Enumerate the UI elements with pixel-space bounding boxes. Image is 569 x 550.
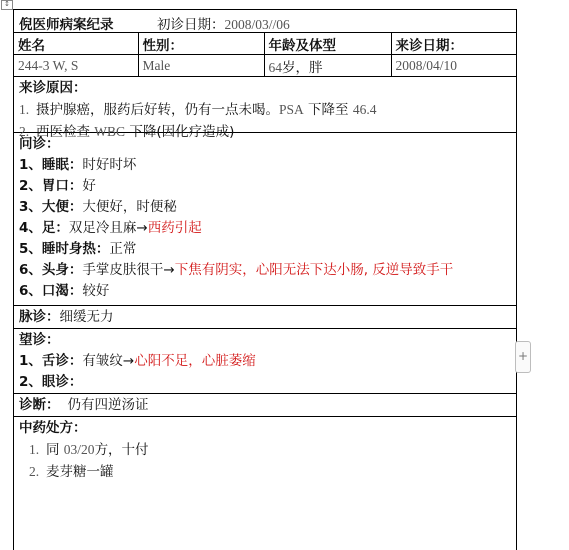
label-visit-date: 来诊日期： (391, 33, 516, 55)
reason-value: 46.4 (352, 102, 377, 117)
prescription-item (19, 461, 516, 483)
age-body: 岁，胖 (282, 59, 323, 76)
record-title: 倪医师病案纪录 (19, 17, 114, 33)
list-number: 2. (19, 124, 30, 139)
inquiry-text: 大便好，时便秘 (82, 199, 177, 215)
inspection-heading: 望诊： (19, 332, 60, 348)
inquiry-label: 4、足： (19, 220, 69, 236)
prescription-text: 方，十付 (94, 442, 149, 458)
arrow-icon: → (163, 262, 175, 278)
arrow-icon: → (136, 220, 148, 236)
label-gender: 性别： (138, 33, 264, 55)
inspection-text: 有皱纹 (82, 353, 123, 369)
first-visit (157, 13, 290, 33)
inquiry-text: 时好时坏 (82, 157, 137, 173)
reason-section (14, 77, 516, 140)
inquiry-label: 6、头身： (19, 262, 83, 278)
inquiry-item (19, 239, 516, 260)
reason-text: 西医检查 (36, 124, 95, 140)
inspection-section (14, 329, 516, 394)
pulse-section (14, 306, 516, 329)
label-age: 年龄及体型 (264, 33, 391, 55)
inspection-label: 1、舌诊： (19, 353, 83, 369)
inquiry-section (14, 133, 516, 306)
reason-text: 摄护腺癌，服药后好转，仍有一点未喝。 (36, 102, 279, 118)
label-name: 姓名 (14, 33, 138, 55)
inquiry-text: 正常 (109, 241, 137, 257)
expand-plus-button[interactable]: + (515, 341, 531, 373)
reason-text: 下降(因化疗造成) (125, 124, 235, 140)
diagnosis-line (19, 394, 516, 416)
inspection-item (19, 351, 516, 372)
info-value-row (14, 55, 516, 77)
inquiry-item (19, 218, 516, 239)
list-number: 2. (29, 464, 40, 479)
patient-gender: Male (138, 55, 264, 77)
first-visit-date: 2008/03//06 (224, 17, 290, 32)
reason-term: PSA (279, 102, 304, 117)
patient-age (264, 55, 391, 77)
record-header (14, 10, 516, 33)
prescription-date: 03/20 (63, 442, 95, 457)
reason-item (19, 99, 516, 121)
reason-heading: 来诊原因： (19, 80, 87, 96)
inquiry-label: 1、睡眠： (19, 157, 83, 173)
inquiry-item (19, 260, 516, 281)
pulse-heading: 脉诊： (19, 309, 60, 325)
inspection-note: 心阳不足，心脏萎缩 (134, 353, 256, 369)
reason-term: WBC (94, 124, 126, 139)
prescription-heading: 中药处方： (19, 420, 87, 436)
inquiry-item (19, 281, 516, 302)
visit-date: 2008/04/10 (391, 55, 516, 77)
diagnosis-section (14, 394, 516, 417)
inquiry-text: 好 (82, 178, 96, 194)
inquiry-heading: 问诊： (19, 136, 60, 152)
patient-name: 244-3 W, S (14, 55, 138, 77)
prescription-text: 麦芽糖一罐 (46, 464, 114, 480)
inquiry-note: 下焦有阴实，心阳无法下达小肠, 反逆导致手干 (174, 262, 454, 278)
inquiry-label: 5、睡时身热： (19, 241, 110, 257)
reason-text: 下降至 (303, 102, 353, 118)
medical-record-document (13, 9, 517, 550)
pulse-text: 细缓无力 (59, 309, 114, 325)
first-visit-label: 初诊日期： (157, 17, 225, 33)
age-number: 64 (268, 59, 282, 75)
list-number: 1. (29, 442, 40, 457)
arrow-icon: → (122, 353, 135, 369)
prescription-item (19, 439, 516, 461)
info-header-row (14, 33, 516, 55)
inspection-label: 2、眼诊： (19, 374, 83, 390)
prescription-text: 同 (46, 442, 64, 458)
anchor-icon: ↕ (1, 0, 13, 10)
inspection-item (19, 372, 516, 393)
inquiry-text: 手掌皮肤很干 (82, 262, 164, 278)
patient-info-table (14, 33, 516, 77)
pulse-line (19, 306, 516, 328)
prescription-section (14, 417, 516, 483)
inquiry-item (19, 197, 516, 218)
inquiry-label: 2、胃口： (19, 178, 83, 194)
inquiry-item (19, 176, 516, 197)
inquiry-text: 较好 (82, 283, 110, 299)
inquiry-label: 3、大便： (19, 199, 83, 215)
diagnosis-text: 仍有四逆汤证 (67, 397, 149, 413)
diagnosis-heading: 诊断： (19, 397, 60, 413)
list-number: 1. (19, 102, 30, 117)
inquiry-text: 双足冷且麻 (68, 220, 137, 236)
inquiry-label: 6、口渴： (19, 283, 83, 299)
inquiry-note: 西药引起 (147, 220, 202, 236)
inquiry-item (19, 155, 516, 176)
